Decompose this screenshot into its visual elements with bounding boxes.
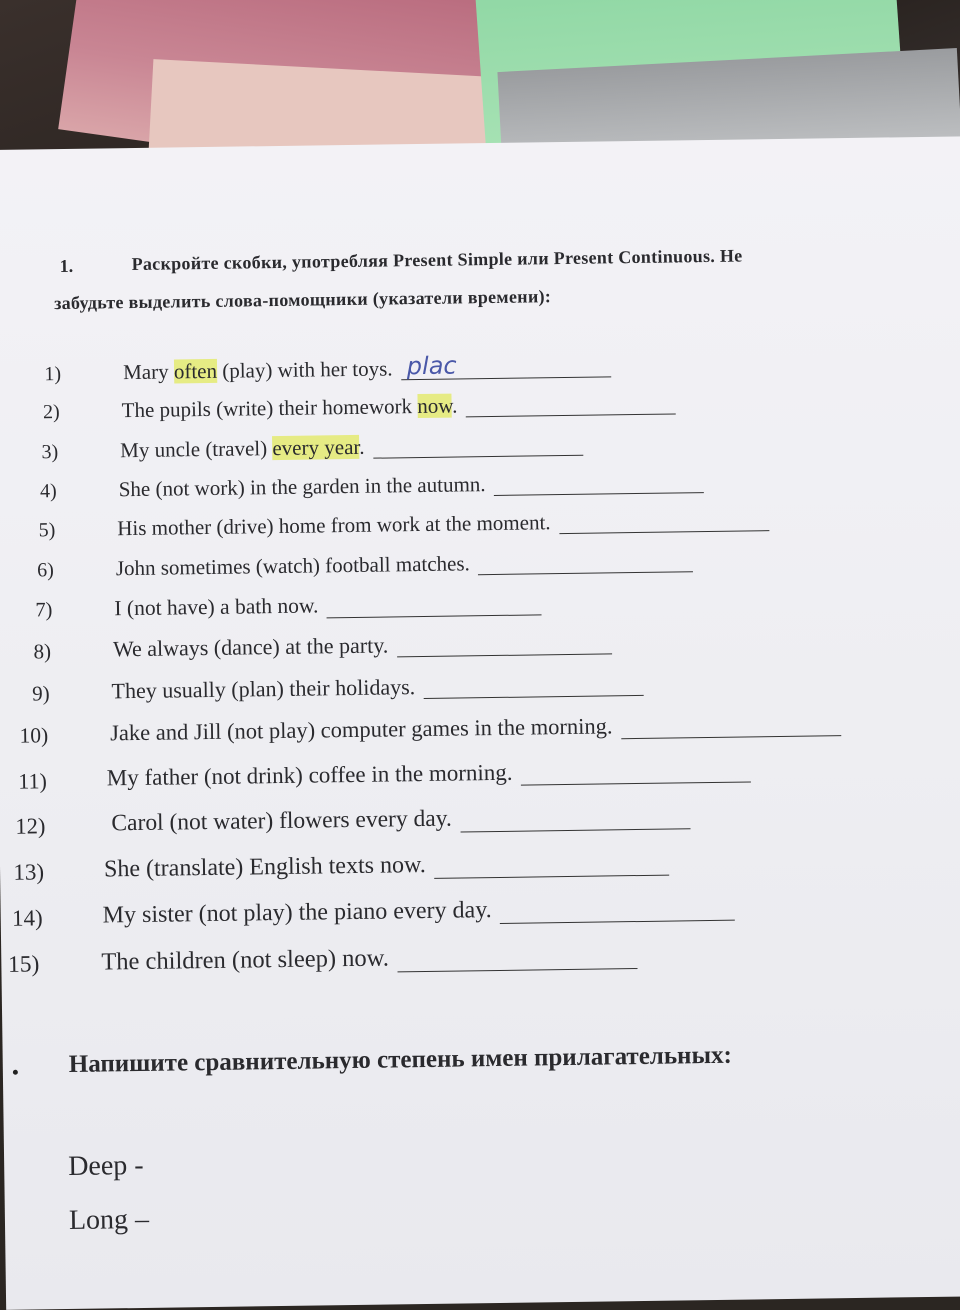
answer-blank[interactable] [494, 492, 704, 496]
sentence-text: Jake and Jill (not play) computer games in the morning. [109, 713, 613, 746]
sentence-text: Mary [122, 359, 175, 385]
worksheet [0, 136, 960, 1310]
sentence-text: She (translate) English texts now. [103, 851, 426, 883]
adjective-item: Deep - [67, 1149, 144, 1183]
task2-heading: Напишите сравнительную степень имен прилагательных: [68, 1041, 733, 1078]
sentence-text: She (not work) in the garden in the autumn. [118, 472, 486, 502]
sentence-text: Carol (not water) flowers every day. [111, 805, 452, 837]
item-number: 13) [13, 859, 45, 885]
sentence [116, 551, 470, 581]
sentence-text-end: (play) with her toys. [216, 356, 393, 383]
sentence [104, 852, 426, 883]
sentence [117, 510, 551, 541]
sentence-text: The pupils (write) their homework [121, 394, 418, 423]
sentence [111, 806, 452, 838]
task-heading-line1: Раскройте скобки, употребляя Present Simple или Present Continuous. Не [131, 245, 743, 275]
answer-blank[interactable] [373, 455, 583, 459]
sentence [121, 394, 457, 424]
sentence [123, 356, 393, 385]
sentence-text: They usually (plan) their holidays. [111, 674, 416, 704]
answer-blank[interactable] [460, 828, 690, 832]
item-number: 7) [35, 599, 53, 622]
sentence-text: My sister (not play) the piano every day. [102, 897, 492, 929]
sentence [103, 897, 492, 929]
item-number: 9) [31, 681, 50, 706]
item-number: 4) [39, 480, 57, 503]
sentence-text: His mother (drive) home from work at the moment. [117, 510, 551, 541]
answer-blank[interactable] [621, 735, 841, 739]
time-marker-highlight: every year [272, 434, 360, 461]
sentence-text-end: . [451, 393, 458, 418]
item-number: 11) [18, 768, 47, 794]
adjective-item: Long – [68, 1203, 150, 1237]
sentence-text: The children (not sleep) now. [101, 944, 390, 976]
answer-blank[interactable] [559, 530, 769, 534]
answer-blank[interactable] [500, 920, 735, 924]
sentence [119, 472, 486, 502]
task-heading-line2: забудьте выделить слова-помощники (указатели времени): [54, 286, 552, 314]
handwritten-answer: plac [406, 351, 457, 381]
sentence [107, 760, 513, 792]
answer-blank[interactable] [397, 653, 612, 657]
answer-blank[interactable] [478, 571, 693, 575]
sentence-text-end: . [359, 434, 365, 459]
sentence-text: John sometimes (watch) football matches. [115, 551, 470, 581]
item-number: 3) [41, 441, 59, 464]
answer-blank[interactable] [327, 614, 542, 618]
sentence-text: We always (dance) at the party. [112, 632, 389, 662]
answer-blank[interactable] [466, 413, 676, 417]
sentence-text: I (not have) a bath now. [114, 593, 319, 621]
sentence [120, 435, 365, 463]
item-number: 2) [42, 401, 60, 424]
item-number: 5) [38, 519, 56, 542]
item-number: 6) [37, 559, 55, 582]
item-number: 8) [33, 639, 52, 664]
sentence-text: My uncle (travel) [120, 436, 273, 463]
sentence-text: My father (not drink) coffee in the morning. [106, 759, 513, 791]
time-marker-highlight: often [173, 358, 218, 384]
sentence [111, 674, 415, 704]
time-marker-highlight: now [417, 393, 453, 419]
answer-blank[interactable] [424, 695, 644, 699]
item-number: 1) [44, 363, 62, 386]
task-number: 1. [59, 255, 74, 277]
item-number: 15) [7, 951, 40, 978]
bullet-dot [13, 1070, 18, 1075]
sentence [101, 945, 389, 977]
answer-blank[interactable] [521, 781, 751, 785]
answer-blank[interactable] [434, 875, 669, 879]
sentence [110, 713, 613, 746]
sentence [113, 632, 389, 662]
item-number: 14) [11, 905, 43, 931]
sentence [114, 593, 318, 621]
item-number: 10) [19, 723, 49, 748]
item-number: 12) [15, 813, 46, 839]
answer-blank[interactable] [397, 968, 637, 972]
